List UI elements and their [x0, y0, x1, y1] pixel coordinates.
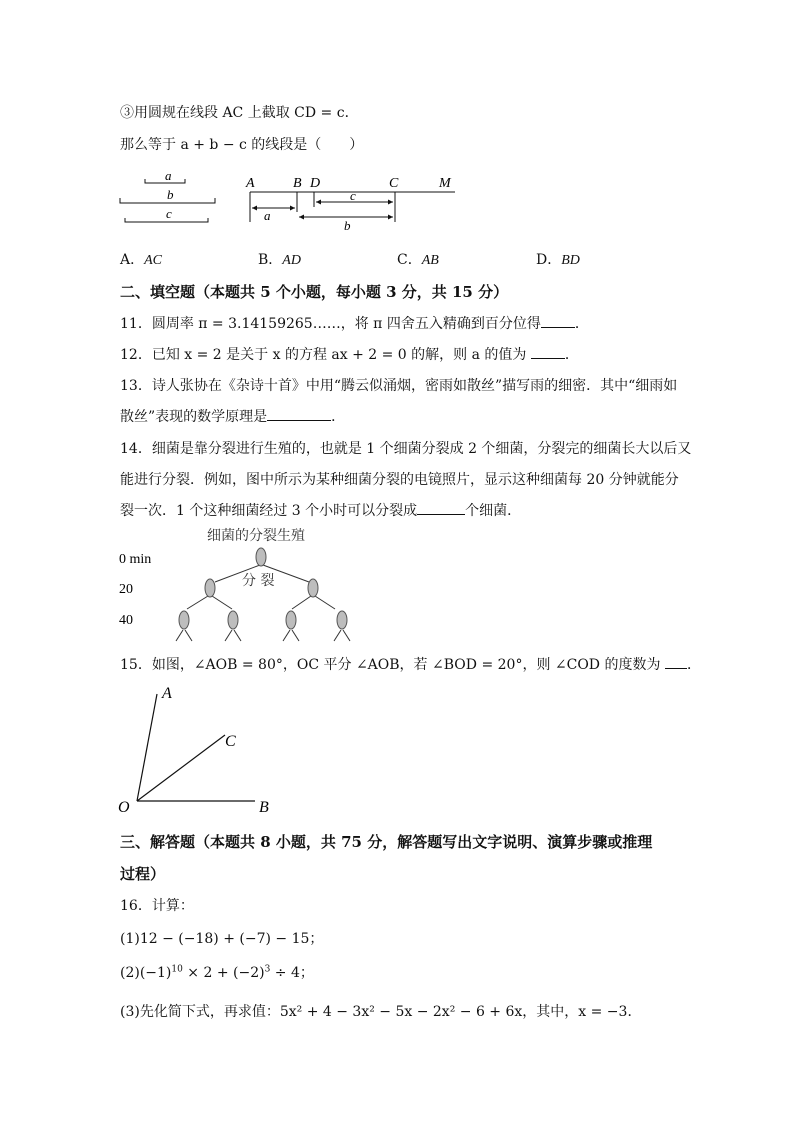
q14-line2: 能进行分裂．例如，图中所示为某种细菌分裂的电镜照片，显示这种细菌每 20 分钟就能分	[120, 472, 679, 488]
q10-figure-segments	[115, 165, 220, 227]
bacterium-gen0	[256, 548, 266, 566]
label-A: A	[162, 685, 172, 702]
q15-angle-figure	[115, 680, 285, 820]
q11-answer-blank[interactable]	[541, 313, 575, 328]
q13-line1: 13．诗人张协在《杂诗十首》中用“腾云似涌烟，密雨如散丝”描写雨的细密．其中“细雨如	[120, 378, 678, 394]
section3-heading-line1: 三、解答题（本题共 8 小题，共 75 分，解答题写出文字说明、演算步骤或推理	[120, 833, 653, 851]
seg-c-label: c	[166, 206, 172, 221]
bacterium-gen2	[228, 611, 238, 629]
q14-line3: 裂一次．1 个这种细菌经过 3 个小时可以分裂成 个细菌．	[120, 500, 521, 520]
point-C: C	[389, 176, 399, 191]
bacterium-gen1	[205, 579, 215, 597]
q14-bacteria-figure	[115, 525, 365, 645]
section3-heading-line2: 过程）	[120, 865, 166, 883]
q13-line2: 散丝”表现的数学原理是 ．	[120, 406, 345, 426]
option-a[interactable]: A．AC	[120, 252, 163, 268]
q16-part2: $(2)(-1)^{10} \times 2 + (-2)^3 \div 4$；	[120, 964, 314, 981]
seg-a-label: a	[165, 168, 172, 183]
option-b[interactable]: B．AD	[258, 252, 301, 268]
q12: 12．已知 x = 2 是关于 x 的方程 ax + 2 = 0 的解，则 a 的值为 ．	[120, 344, 579, 364]
q15: 15．如图，∠AOB = 80°，OC 平分 ∠AOB，若 ∠BOD = 20°，则 ∠COD 的度数为 ．	[120, 654, 701, 674]
seg-b-label: b	[167, 187, 174, 202]
q15-answer-blank[interactable]	[665, 654, 687, 669]
point-B: B	[293, 176, 302, 191]
label-B: B	[259, 799, 269, 816]
q11: 11．圆周率 π = 3.14159265……，将 π 四舍五入精确到百分位得 ．	[120, 313, 589, 333]
q12-answer-blank[interactable]	[531, 344, 565, 359]
ray-OA	[137, 694, 157, 801]
time-label-20: 20	[119, 582, 133, 597]
q14-answer-blank[interactable]	[417, 500, 465, 515]
bacterium-gen2	[286, 611, 296, 629]
arrow-c-label: c	[350, 188, 356, 203]
q16-part1: (1)12 − (−18) + (−7) − 15；	[120, 931, 324, 947]
q13-answer-blank[interactable]	[267, 406, 331, 421]
label-C: C	[225, 733, 236, 750]
bacteria-figure-title: 细菌的分裂生殖	[207, 528, 305, 544]
ray-OC	[137, 735, 225, 801]
q10-figure-line	[240, 172, 460, 232]
bacterium-gen2	[337, 611, 347, 629]
bacterium-gen1	[308, 579, 318, 597]
arrow-b-label: b	[344, 218, 351, 232]
split-label: 分 裂	[242, 573, 275, 589]
section2-heading: 二、填空题（本题共 5 个小题，每小题 3 分，共 15 分）	[120, 283, 509, 301]
point-D: D	[310, 176, 321, 191]
q14-line1: 14．细菌是靠分裂进行生殖的，也就是 1 个细菌分裂成 2 个细菌，分裂完的细菌长大以后又	[120, 441, 692, 457]
option-d[interactable]: D．BD	[536, 252, 580, 268]
q10-question: 那么等于 a + b − c 的线段是（ ）	[120, 137, 364, 153]
q16-part3: (3)先化简下式，再求值：5x² + 4 − 3x² − 5x − 2x² − 6 + 6x，其中，x = −3．	[120, 1004, 642, 1020]
arrow-a-label: a	[264, 208, 271, 223]
label-O: O	[118, 799, 130, 816]
point-A: A	[246, 176, 255, 191]
point-M: M	[439, 176, 451, 191]
time-label-40: 40	[119, 613, 133, 628]
option-c[interactable]: C．AB	[397, 252, 439, 268]
q10-step3: ③用圆规在线段 AC 上截取 CD = c．	[120, 105, 359, 121]
q16-title: 16．计算：	[120, 898, 194, 914]
bacterium-gen2	[179, 611, 189, 629]
time-label-0: 0 min	[119, 552, 152, 567]
